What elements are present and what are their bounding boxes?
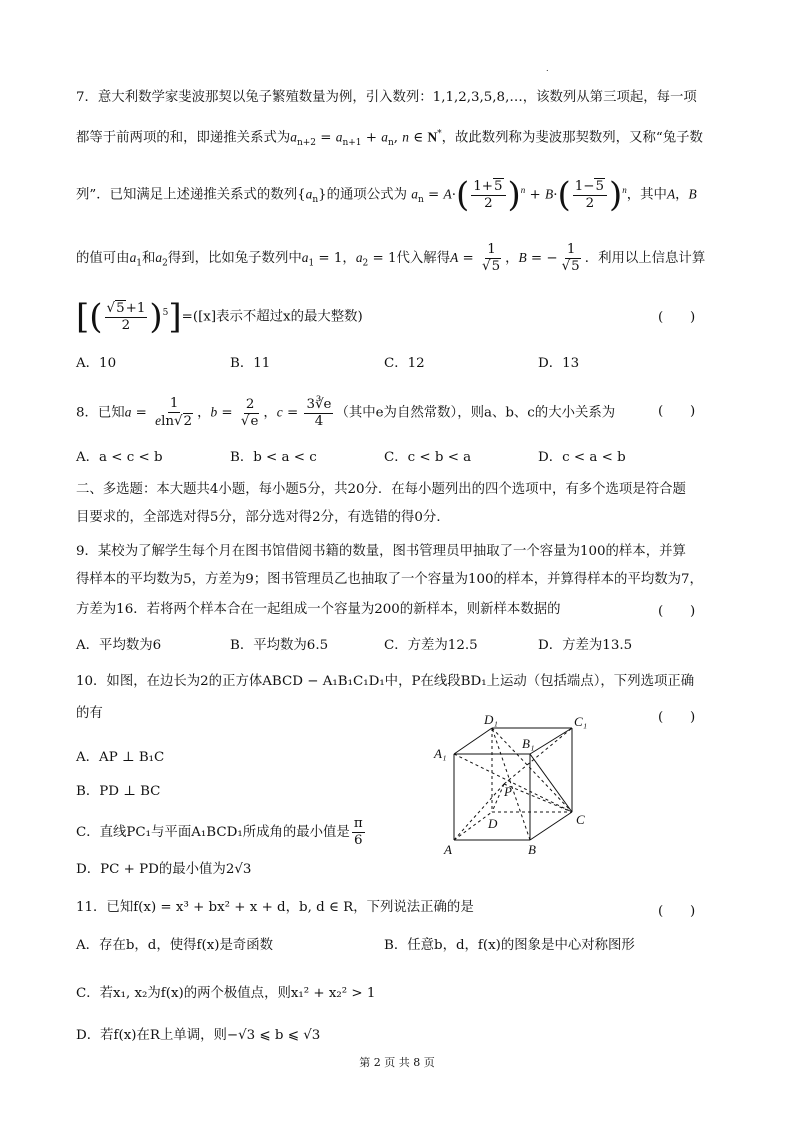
q7-option-c: C．12 <box>384 356 425 371</box>
q11-option-b: B．任意b，d，f(x)的图象是中心对称图形 <box>384 938 635 953</box>
label-A1: A₁ <box>434 746 447 761</box>
edge-A-D <box>454 812 492 840</box>
q8-option-a: A．a < c < b <box>76 450 163 465</box>
edge-A1-D1 <box>454 728 492 754</box>
cube-figure <box>430 712 610 862</box>
q10-option-d: D．PC + PD的最小值为2√3 <box>76 862 252 877</box>
section2-line2: 目要求的，全部选对得5分，部分选对得2分，有选错的得0分． <box>76 510 450 525</box>
q9-line2: 得样本的平均数为5，方差为9；图书管理员乙也抽取了一个容量为100的样本，并算得样本的平均数为7， <box>76 572 703 587</box>
q9-line1: 9．某校为了解学生每个月在图书馆借阅书籍的数量，图书管理员甲抽取了一个容量为100的样本，并算 <box>76 544 686 559</box>
q9-option-b: B．平均数为6.5 <box>230 638 329 653</box>
q10-line1: 10．如图，在边长为2的正方体ABCD − A₁B₁C₁D₁中，P在线段BD₁上运动（包括端点），下列选项正确 <box>76 674 695 689</box>
q8-option-d: D．c < a < b <box>538 450 626 465</box>
q7-option-a: A．10 <box>76 356 117 371</box>
q9-option-d: D．方差为13.5 <box>538 638 633 653</box>
q10-option-a: A．AP ⊥ B₁C <box>76 750 165 765</box>
diag-A1-C <box>454 754 572 812</box>
q10-answer-paren: ( ) <box>658 710 696 725</box>
q10-line2: 的有 <box>76 706 103 721</box>
q11-option-d: D．若f(x)在R上单调，则−√3 ⩽ b ⩽ √3 <box>76 1028 321 1043</box>
q9-line3: 方差为16．若将两个样本合在一起组成一个容量为200的新样本，则新样本数据的 <box>76 602 561 617</box>
label-A: A <box>444 842 452 857</box>
q10-option-c: C．直线PC₁与平面A₁BCD₁所成角的最小值是 $\frac{\pi}{6}$ <box>76 816 363 848</box>
label-B: B <box>528 842 536 857</box>
q9-option-a: A．平均数为6 <box>76 638 162 653</box>
diag-A-P <box>454 784 504 840</box>
q8-option-b: B．b < a < c <box>230 450 317 465</box>
edge-B1-C1 <box>530 728 572 754</box>
section2-line1: 二、多选题：本大题共4小题，每小题5分，共20分．在每小题列出的四个选项中，有多个选项是符合题 <box>76 482 686 497</box>
q7-line2: 都等于前两项的和，即递推关系式为$a_{n+2} = a_{n+1} + a_n$, n ∈ N*，故此数列称为斐波那契数列，又称“兔子数 <box>76 129 703 149</box>
q7-option-b: B．11 <box>230 356 271 371</box>
edge-B-C <box>530 812 572 840</box>
label-P: P <box>504 784 512 799</box>
label-D: D <box>488 816 498 831</box>
diag-P-D <box>492 784 504 812</box>
label-C1: C₁ <box>574 714 588 729</box>
q7-answer-paren: ( ) <box>658 310 696 325</box>
q7-line3: 列”．已知满足上述递推关系式的数列$\{a_n\}$的通项公式为 $a_n = A\cdot$( $\frac{1+5}{2}$ )$^n$ + B·( $\frac{1-5}{2}$ )$^n$，其中A，B <box>76 175 697 215</box>
q7-line5: [( $\frac{√5+1}{2}$ )$^5$]=([x]表示不超过x的最大整数) <box>76 297 363 337</box>
label-B1: B₁ <box>522 736 535 751</box>
q7-line1: 7．意大利数学家斐波那契以兔子繁殖数量为例，引入数列：1,1,2,3,5,8,…，该数列从第三项起，每一项 <box>76 90 697 105</box>
page-dot: . <box>546 64 549 73</box>
q8-line: 8．已知a = $\frac{1}{eln√2}$ ，b = $\frac{2}{√e}$ ，c = $\frac{3∛e}{4}$ （其中e为自然常数），则a、b、c的大小关系为 <box>76 396 616 429</box>
q9-option-c: C．方差为12.5 <box>384 638 478 653</box>
q7-line4: 的值可由$a_1$和$a_2$得到，比如兔子数列中$a_1 = 1$，$a_2 = 1$代入解得A = $\frac{1}{√5}$ ，B = − $\frac{1}{√5}$ ．利用以上信息计算 <box>76 242 706 274</box>
q11-answer-paren: ( ) <box>658 904 696 919</box>
q11-option-c: C．若x₁, x₂为f(x)的两个极值点，则x₁² + x₂² > 1 <box>76 986 376 1001</box>
q8-option-c: C．c < b < a <box>384 450 472 465</box>
q7-option-d: D．13 <box>538 356 580 371</box>
q8-answer-paren: ( ) <box>658 404 696 419</box>
q11-line1: 11．已知f(x) = x³ + bx² + x + d，b, d ∈ R，下列说法正确的是 <box>76 900 474 915</box>
label-D1: D₁ <box>484 712 498 727</box>
q9-answer-paren: ( ) <box>658 604 696 619</box>
q11-option-a: A．存在b，d，使得f(x)是奇函数 <box>76 938 274 953</box>
label-C: C <box>576 812 585 827</box>
page-footer: 第 2 页 共 8 页 <box>359 1056 435 1069</box>
q10-option-b: B．PD ⊥ BC <box>76 784 161 799</box>
